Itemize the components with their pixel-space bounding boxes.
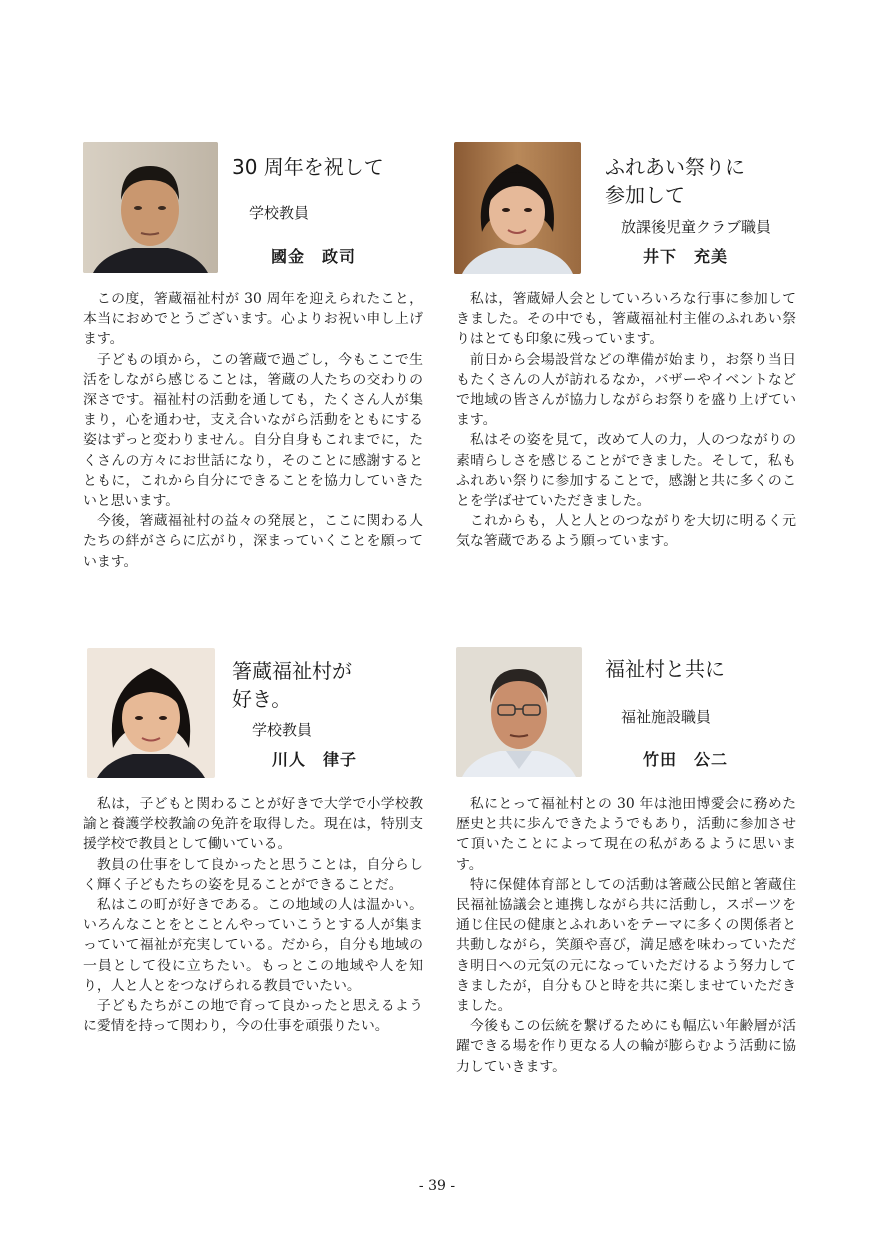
article-title [605, 655, 725, 683]
paragraph: 教員の仕事をして良かったと思うことは，自分らしく輝く子どもたちの姿を見ることができることだ。 [83, 856, 423, 893]
article-title [605, 153, 745, 209]
author-role: 学校教員 [252, 721, 313, 739]
portrait-photo-inoshita [454, 142, 581, 274]
author-name: 井下 充美 [643, 247, 729, 266]
paragraph: 私にとって福祉村との 30 年は池田博愛会に務めた歴史と共に歩んできたようでもあり，活動に参加させて頂いたことによって現在の私があるように思います。 [456, 796, 796, 873]
author-role: 放課後児童クラブ職員 [621, 218, 772, 236]
article-body [83, 794, 423, 1036]
author-name: 竹田 公二 [643, 750, 729, 769]
paragraph: 私はこの町が好きである。この地域の人は温かい。いろんなことをとことんやっていこうとする人が集まっていて福祉が充実している。だから，自分も地域の一員として役に立ちたい。もっとこの地域や人を知り，人と人とをつなげられる教員でいたい。 [83, 897, 423, 994]
page-number: - 39 - [418, 1178, 456, 1194]
portrait-photo-takeda [456, 647, 582, 777]
title-line: 福祉村と共に [605, 657, 725, 681]
article-title [232, 153, 384, 181]
title-line: 30 周年を祝して [232, 155, 384, 179]
paragraph: 私はその姿を見て，改めて人の力，人のつながりの素晴らしさを感じることができました。そして，私もふれあい祭りに参加することで，感謝と共に多くのことを学ばせていただきました。 [456, 432, 796, 510]
paragraph: 今後もこの伝統を繋げるためにも幅広い年齢層が活躍できる場を作り更なる人の輪が膨らむよう活動に協力していきます。 [456, 1018, 796, 1075]
article-body [456, 289, 796, 552]
paragraph: 私は，子どもと関わることが好きで大学で小学校教諭と養護学校教諭の免許を取得した。現在は，特別支援学校で教員として働いている。 [83, 796, 423, 853]
paragraph: 私は，箸蔵婦人会としていろいろな行事に参加してきました。その中でも，箸蔵福祉村主催のふれあい祭りはとても印象に残っています。 [456, 291, 796, 348]
title-line: ふれあい祭りに [605, 155, 745, 179]
author-name: 國金 政司 [271, 247, 357, 266]
portrait-photo-kawahito [87, 648, 215, 778]
author-role: 学校教員 [249, 204, 310, 222]
author-name: 川人 律子 [272, 750, 358, 769]
paragraph: 子どもの頃から，この箸蔵で過ごし，今もここで生活をしながら感じることは，箸蔵の人たちの交わりの深さです。福祉村の活動を通しても，たくさん人が集まり，心を通わせ，支え合いながら活動をともにする姿はずっと変わりません。自分自身もこれまでに，たくさんの方々にお世話になり，そのことに感謝するとともに，これから自分にできることを協力していきたいと思います。 [83, 351, 423, 510]
paragraph: 今後，箸蔵福祉村の益々の発展と，ここに関わる人たちの絆がさらに広がり，深まっていくことを願っています。 [83, 513, 423, 570]
title-line: 参加して [605, 183, 685, 207]
portrait-photo-kunikane [83, 142, 218, 273]
paragraph: 子どもたちがこの地で育って良かったと思えるように愛情を持って関わり，今の仕事を頑張りたい。 [83, 998, 423, 1035]
paragraph: この度，箸蔵福祉村が 30 周年を迎えられたこと，本当におめでとうございます。心よりお祝い申し上げます。 [83, 291, 423, 348]
author-role: 福祉施設職員 [621, 708, 712, 726]
title-line: 好き。 [232, 687, 292, 711]
paragraph: これからも，人と人とのつながりを大切に明るく元気な箸蔵であるよう願っています。 [456, 513, 796, 550]
article-body [83, 289, 423, 572]
title-line: 箸蔵福祉村が [232, 659, 352, 683]
paragraph: 前日から会場設営などの準備が始まり，お祭り当日もたくさんの人が訪れるなか，バザーやイベントなどで地域の皆さんが協力しながらお祭りを盛り上げています。 [456, 351, 796, 429]
article-title [232, 657, 352, 713]
paragraph: 特に保健体育部としての活動は箸蔵公民館と箸蔵住民福祉協議会と連携しながら共に活動し，スポーツを通じ住民の健康とふれあいをテーマに多くの関係者と共動しながら，笑顔や喜び，満足感を味わっていただき明日への元気の元になっていただけるよう努力してきましたが，自分もひと時を共に楽しませていただきました。 [456, 876, 796, 1015]
article-body [456, 794, 796, 1077]
